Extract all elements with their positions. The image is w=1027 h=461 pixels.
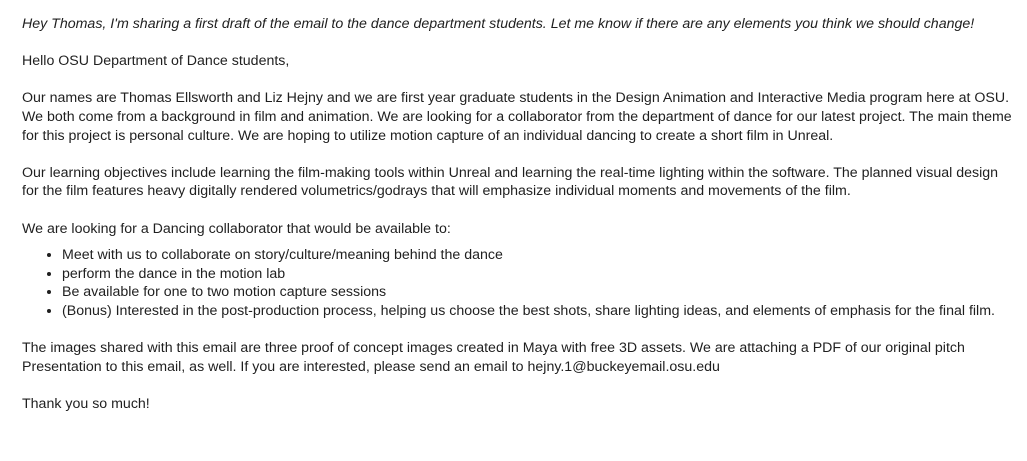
list-item: • Be available for one to two motion capture sessions (62, 283, 1013, 302)
list-item: • Meet with us to collaborate on story/culture/meaning behind the dance (62, 246, 1013, 265)
draft-note: Hey Thomas, I'm sharing a first draft of the email to the dance department students. Let me know if there are any elements you think we should change! (22, 16, 975, 32)
email-paragraph-request: We are looking for a Dancing collaborator that would be available to: (22, 220, 451, 237)
email-paragraph-closing: The images shared with this email are three proof of concept images created in Maya with free 3D assets. We are attaching a PDF of our original pitch Presentation to this email, as well. If you are interested, please send an email to hejny.1@buckeyemail.osu.edu (22, 340, 965, 375)
requirements-list (22, 246, 1013, 320)
email-paragraph-objectives: Our learning objectives include learning the film-making tools within Unreal and learning the real-time lighting within the software. The planned visual design for the film features heavy digitally rendered volumetrics/godrays that will emphasize individual moments and movements of the film. (22, 164, 999, 200)
email-paragraph-intro: Our names are Thomas Ellsworth and Liz Hejny and we are first year graduate students in the Design Animation and Interactive Media program here at OSU. We both come from a background in film and animation. We are looking for a collaborator from the department of dance for our latest project. The main theme for this project is personal culture. We are hoping to utilize motion capture of an individual dancing to create a short film in Unreal. (22, 90, 1012, 144)
list-item: • perform the dance in the motion lab (62, 265, 1013, 284)
email-greeting: Hello OSU Department of Dance students, (22, 53, 290, 70)
email-signoff: Thank you so much! (22, 395, 150, 412)
list-item: • (Bonus) Interested in the post-production process, helping us choose the best shots, share lighting ideas, and elements of emphasis for the final film. (62, 302, 1013, 321)
